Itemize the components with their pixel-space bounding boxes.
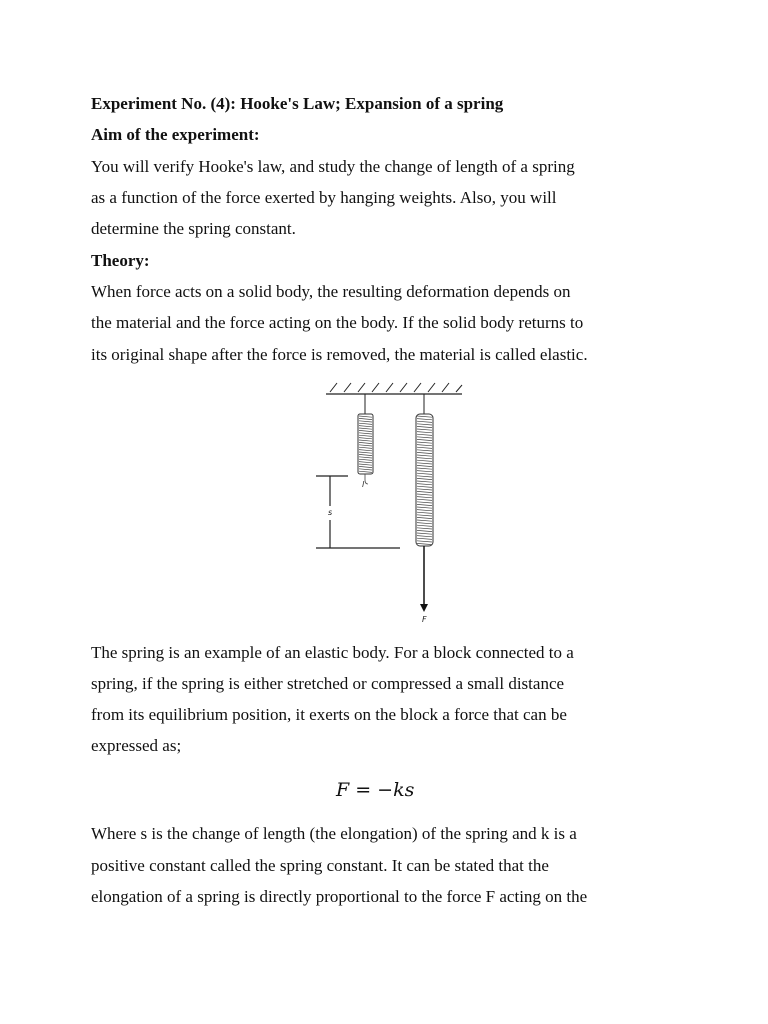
body-line: expressed as; — [91, 736, 182, 755]
body-line: Where s is the change of length (the elongation) of the spring and k is a — [91, 824, 577, 843]
l-label: l — [362, 480, 365, 489]
spring-figure — [312, 376, 468, 628]
body-line: from its equilibrium position, it exerts on the block a force that can be — [91, 705, 567, 724]
force-arrow-head — [420, 604, 428, 612]
body-line: elongation of a spring is directly proportional to the force F acting on the — [91, 887, 588, 906]
theory-title: Theory: — [91, 251, 150, 270]
ceiling-hatch — [330, 383, 462, 392]
theory-line: When force acts on a solid body, the resulting deformation depends on — [91, 282, 571, 301]
hookes-law-equation: F = −ks — [336, 779, 415, 801]
experiment-heading: Experiment No. (4): Hooke's Law; Expansion of a spring — [91, 94, 504, 113]
body-line: The spring is an example of an elastic body. For a block connected to a — [91, 643, 574, 662]
short-spring-hook — [365, 474, 368, 484]
aim-title: Aim of the experiment: — [91, 125, 260, 144]
aim-line: You will verify Hooke's law, and study the change of length of a spring — [91, 157, 575, 176]
aim-line: determine the spring constant. — [91, 219, 296, 238]
theory-line: its original shape after the force is removed, the material is called elastic. — [91, 345, 588, 364]
aim-line: as a function of the force exerted by hanging weights. Also, you will — [91, 188, 557, 207]
body-line: positive constant called the spring constant. It can be stated that the — [91, 856, 549, 875]
body-line: spring, if the spring is either stretched or compressed a small distance — [91, 674, 565, 693]
f-label: F — [422, 615, 427, 624]
s-label: s — [328, 508, 333, 517]
theory-line: the material and the force acting on the body. If the solid body returns to — [91, 313, 584, 332]
